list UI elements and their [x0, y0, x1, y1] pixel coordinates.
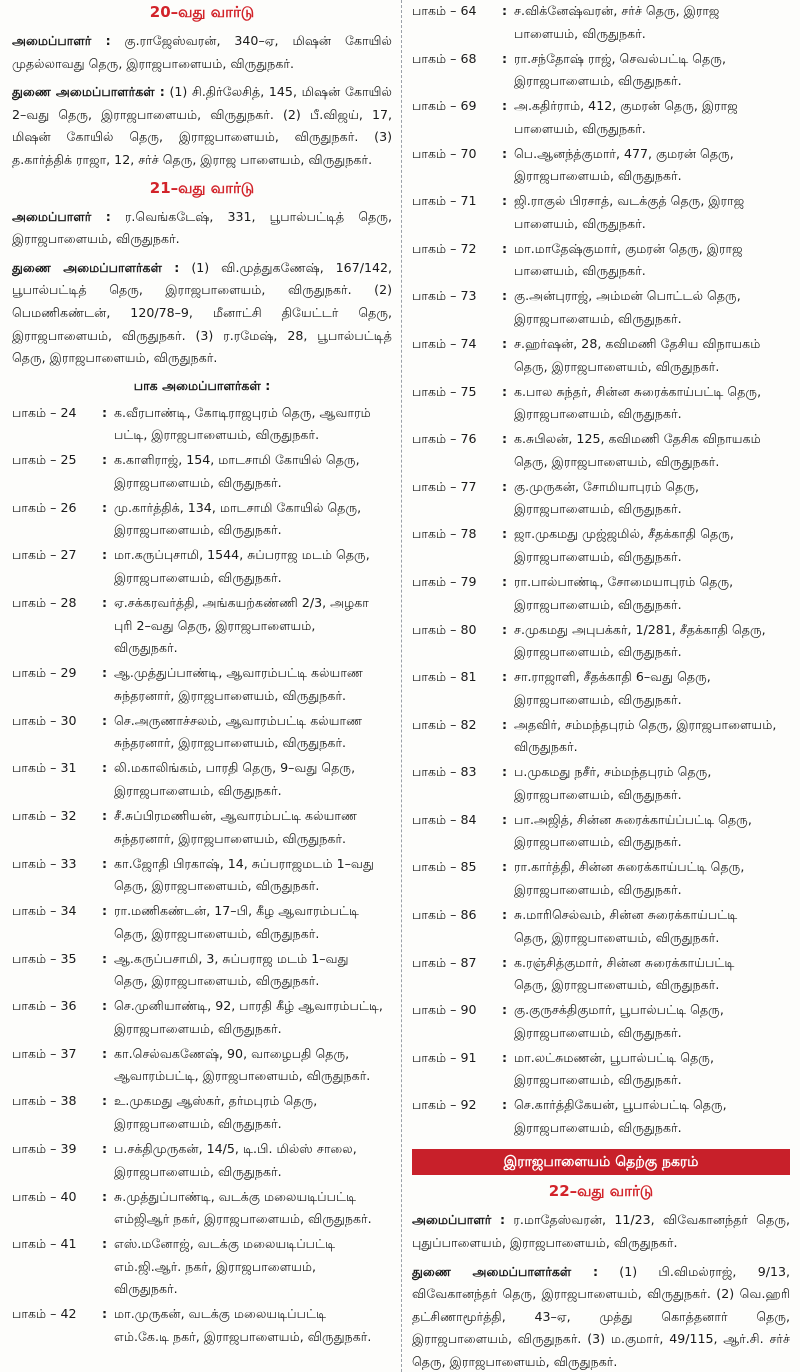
- ward-20-deputies: [12, 81, 392, 171]
- entry-text: [114, 900, 392, 945]
- entry-text: [514, 95, 790, 140]
- part-number: பாகம் – 32: [12, 807, 77, 823]
- entry-line: பட்டி, இராஜபாளையம், விருதுநகர்.: [114, 427, 320, 443]
- list-item: [12, 710, 392, 755]
- list-item: [412, 1047, 790, 1092]
- entry-line: தெரு, இராஜபாளையம், விருதுநகர்.: [114, 878, 320, 894]
- part-number: பாகம் – 27: [12, 547, 77, 563]
- list-item: [412, 523, 790, 568]
- separator-colon: :: [502, 573, 508, 589]
- list-item: [412, 666, 790, 711]
- entry-line: ரா.பால்பாண்டி, சோமையாபுரம் தெரு,: [514, 573, 734, 589]
- separator-colon: :: [502, 1002, 508, 1018]
- deputy-label: துணை அமைப்பாளர்கள் :: [12, 84, 165, 100]
- entry-line: ஆ.கருப்பசாமி, 3, சுப்பராஜ மடம் 1–வது: [114, 950, 349, 966]
- part-number: பாகம் – 34: [12, 903, 77, 919]
- list-item: [412, 48, 790, 93]
- entry-line: பாளையம், விருதுநகர்.: [514, 120, 646, 136]
- separator-colon: :: [102, 452, 108, 468]
- list-item: [412, 428, 790, 473]
- entry-text: [514, 190, 790, 235]
- separator-colon: :: [102, 547, 108, 563]
- separator-colon: :: [502, 526, 508, 542]
- organizer-label: அமைப்பாளர் :: [12, 33, 111, 48]
- entry-line: சுந்தரனார், இராஜபாளையம், விருதுநகர்.: [114, 735, 347, 751]
- entry-line: உ.முகமது ஆஸ்கர், தர்மபுரம் தெரு,: [114, 1093, 318, 1109]
- entry-line: இராஜபாளையம், விருதுநகர்.: [514, 882, 682, 897]
- entry-line: கு.குருசக்திகுமார், பூபால்பட்டி தெரு,: [514, 1002, 724, 1018]
- organizer-label: அமைப்பாளர் :: [12, 208, 111, 224]
- entry-line: க.பால சுந்தர், சின்ன சுரைக்காய்பட்டி தெரு,: [514, 383, 762, 399]
- ward-22-organizer: [412, 1209, 790, 1254]
- part-number: பாகம் – 74: [412, 336, 477, 352]
- part-number: பாகம் – 70: [412, 145, 477, 161]
- list-item: [412, 714, 790, 759]
- entry-text: [114, 1186, 392, 1231]
- entry-text: [114, 592, 392, 660]
- entry-line: ஆ.முத்துப்பாண்டி, ஆவாரம்பட்டி கல்யாண: [114, 665, 363, 681]
- entry-text: [514, 48, 790, 93]
- entry-line: அதவிர், சம்மந்தபுரம் தெரு, இராஜபாளையம்,: [514, 716, 777, 732]
- entry-line: கு.முருகன், சோமியாபுரம் தெரு,: [514, 478, 700, 494]
- entry-text: [514, 333, 790, 378]
- list-item: [412, 999, 790, 1044]
- separator-colon: :: [502, 431, 508, 447]
- separator-colon: :: [502, 1049, 508, 1065]
- list-item: [412, 856, 790, 901]
- entry-line: இராஜபாளையம், விருதுநகர்.: [514, 834, 682, 850]
- entry-line: மா.லட்சுமணன், பூபால்பட்டி தெரு,: [514, 1049, 714, 1065]
- part-number: பாகம் – 86: [412, 906, 477, 922]
- list-item: [412, 1094, 790, 1139]
- entry-line: க.காளிராஜ், 154, மாடசாமி கோயில் தெரு,: [114, 452, 360, 468]
- entry-line: க.சுபிலன், 125, கவிமணி தேசிக விநாயகம்: [514, 431, 761, 447]
- entry-text: [514, 523, 790, 568]
- entry-line: பாளையம், விருதுநகர்.: [514, 215, 646, 231]
- separator-colon: :: [102, 998, 108, 1014]
- entry-line: இராஜபாளையம், விருதுநகர்.: [514, 311, 682, 327]
- ward-21-organizer: [12, 206, 392, 251]
- list-item: [412, 476, 790, 521]
- entry-line: பாளையம், விருதுநகர்.: [514, 263, 646, 279]
- part-number: பாகம் – 25: [12, 452, 77, 468]
- ward-20-title: 20–வது வார்டு: [149, 3, 255, 21]
- separator-colon: :: [502, 336, 508, 352]
- city-banner: இராஜபாளையம் தெற்கு நகரம்: [412, 1149, 790, 1175]
- separator-colon: :: [102, 595, 108, 611]
- list-item: [12, 662, 392, 707]
- entry-line: மு.கார்த்திக், 134, மாடசாமி கோயில் தெரு,: [114, 499, 362, 515]
- separator-colon: :: [502, 383, 508, 399]
- separator-colon: :: [502, 859, 508, 875]
- separator-colon: :: [102, 807, 108, 823]
- part-number: பாகம் – 42: [12, 1306, 77, 1322]
- entry-line: ச.முகமது அபுபக்கர், 1/281, சீதக்காதி தெரு,: [514, 621, 766, 637]
- list-item: [412, 285, 790, 330]
- left-column: [12, 0, 392, 1372]
- list-item: [412, 238, 790, 283]
- entry-line: ப.சக்திமுருகன், 14/5, டி.பி. மில்ஸ் சாலை,: [114, 1140, 357, 1156]
- separator-colon: :: [102, 404, 108, 420]
- entry-text: [114, 544, 392, 589]
- part-number: பாகம் – 39: [12, 1140, 77, 1156]
- entry-text: [114, 948, 392, 993]
- separator-colon: :: [502, 621, 508, 637]
- list-item: [412, 952, 790, 997]
- entry-line: செ.முனியாண்டி, 92, பாரதி கீழ் ஆவாரம்பட்டி,: [114, 998, 383, 1014]
- separator-colon: :: [502, 145, 508, 161]
- entry-line: இராஜபாளையம், விருதுநகர்.: [114, 522, 282, 538]
- entry-line: விருதுநகர்.: [114, 1281, 178, 1297]
- ward-22-deputies: [412, 1261, 790, 1372]
- part-number: பாகம் – 92: [412, 1097, 477, 1113]
- entry-text: [114, 1303, 392, 1348]
- entry-line: பாளையம், விருதுநகர்.: [514, 25, 646, 41]
- entry-text: [514, 1047, 790, 1092]
- entry-line: சுந்தரனார், இராஜபாளையம், விருதுநகர்.: [114, 687, 347, 703]
- list-item: [12, 1138, 392, 1183]
- entry-line: ரா.சந்தோஷ் ராஜ், செவல்பட்டி தெரு,: [514, 50, 726, 66]
- part-number: பாகம் – 77: [412, 478, 477, 494]
- list-item: [412, 619, 790, 664]
- part-number: பாகம் – 80: [412, 621, 477, 637]
- entry-text: [114, 449, 392, 494]
- list-item: [12, 1233, 392, 1301]
- entry-line: க.வீரபாண்டி, கோடிராஜபுரம் தெரு, ஆவாரம்: [114, 404, 371, 420]
- entry-line: இராஜபாளையம், விருதுநகர்.: [114, 1020, 282, 1036]
- part-number: பாகம் – 79: [412, 573, 477, 589]
- part-number: பாகம் – 84: [412, 811, 477, 827]
- entry-line: விருதுநகர்.: [514, 739, 578, 755]
- ward-21-deputies: [12, 257, 392, 370]
- entry-text: [514, 285, 790, 330]
- list-item: [12, 1043, 392, 1088]
- list-item: [12, 1090, 392, 1135]
- entry-line: இராஜபாளையம், விருதுநகர்.: [514, 691, 682, 707]
- entry-line: இராஜபாளையம், விருதுநகர்.: [514, 406, 682, 422]
- deputy-text: (1) வி.முத்துகணேஷ், 167/142, பூபால்பட்டித் தெரு, இராஜபாளையம், விருதுநகர். (2) பெமணிகண்டன், 120/78–9, மீனாட்சி தியேட்டர் தெரு, இராஜபாளையம், விருதுநகர். (3) ர.ரமேஷ், 28, பூபால்பட்டித் தெரு, இராஜபாளையம், விருதுநகர்.: [12, 259, 392, 366]
- list-item: [412, 571, 790, 616]
- entry-text: [514, 666, 790, 711]
- entry-line: இராஜபாளையம், விருதுநகர்.: [114, 1163, 282, 1179]
- ward-20-organizer: [12, 30, 392, 75]
- entry-line: பெ.ஆனந்த்குமார், 477, குமரன் தெரு,: [514, 145, 734, 161]
- list-item: [12, 900, 392, 945]
- entry-text: [514, 999, 790, 1044]
- entry-line: இராஜபாளையம், விருதுநகர்.: [514, 786, 682, 802]
- separator-colon: :: [502, 3, 508, 18]
- separator-colon: :: [102, 1236, 108, 1252]
- organizer-label: அமைப்பாளர் :: [412, 1212, 506, 1228]
- separator-colon: :: [502, 193, 508, 209]
- list-item: [12, 1303, 392, 1348]
- list-item: [12, 757, 392, 802]
- entry-line: இராஜபாளையம், விருதுநகர்.: [114, 782, 282, 798]
- part-number: பாகம் – 76: [412, 431, 477, 447]
- entry-line: இராஜபாளையம், விருதுநகர்.: [514, 501, 682, 517]
- separator-colon: :: [502, 906, 508, 922]
- separator-colon: :: [502, 669, 508, 685]
- entry-line: எம்ஜிஆர் நகர், இராஜபாளையம், விருதுநகர்.: [114, 1211, 372, 1227]
- list-item: [12, 402, 392, 447]
- column-divider: [401, 0, 403, 1372]
- part-number: பாகம் – 29: [12, 665, 77, 681]
- entry-line: இராஜபாளையம், விருதுநகர்.: [114, 474, 282, 490]
- separator-colon: :: [102, 950, 108, 966]
- entry-text: [514, 809, 790, 854]
- part-number: பாகம் – 41: [12, 1236, 77, 1252]
- entry-line: ஜா.முகமது முஜ்ஜமில், சீதக்காதி தெரு,: [514, 526, 734, 542]
- entry-text: [114, 710, 392, 755]
- entry-line: தெரு, இராஜபாளையம், விருதுநகர்.: [514, 453, 720, 469]
- entry-line: புரி 2–வது தெரு, இராஜபாளையம்,: [114, 617, 316, 633]
- list-item: [412, 95, 790, 140]
- list-item: [412, 381, 790, 426]
- part-number: பாகம் – 78: [412, 526, 477, 542]
- deputy-text: (1) பி.விமல்ராஜ், 9/13, விவேகானந்தர் தெரு, இராஜபாளையம், விருதுநகர். (2) வெ.ஹரி தட்சிணாமூர்த்தி, 43–ஏ, முத்து கொத்தனார் தெரு, இராஜபாளையம், விருதுநகர். (3) ம.குமார், 49/115, ஆர்.சி. சர்ச் தெரு, இராஜபாளையம், விருதுநகர்.: [412, 1263, 790, 1370]
- entry-text: [514, 143, 790, 188]
- entry-line: மா.கருப்புசாமி, 1544, சுப்பராஜ மடம் தெரு,: [114, 547, 370, 563]
- list-item: [12, 497, 392, 542]
- part-number: பாகம் – 91: [412, 1049, 477, 1065]
- entry-line: எம்.ஜி.ஆர். நகர், இராஜபாளையம்,: [114, 1258, 317, 1274]
- entry-text: [114, 1043, 392, 1088]
- entry-line: இராஜபாளையம், விருதுநகர்.: [514, 1024, 682, 1040]
- entry-text: [114, 995, 392, 1040]
- separator-colon: :: [502, 811, 508, 827]
- entry-text: [514, 571, 790, 616]
- separator-colon: :: [102, 1045, 108, 1061]
- entry-line: செ.கார்த்திகேயன், பூபால்பட்டி தெரு,: [514, 1097, 727, 1113]
- entry-text: [114, 402, 392, 447]
- entry-line: பா.அஜித், சின்ன சுரைக்காய்ப்பட்டி தெரு,: [514, 811, 752, 827]
- entry-text: [114, 662, 392, 707]
- part-number: பாகம் – 73: [412, 288, 477, 304]
- entry-text: [514, 952, 790, 997]
- list-item: [12, 592, 392, 660]
- part-number: பாகம் – 69: [412, 98, 477, 114]
- organizer-text: கு.ராஜேஸ்வரன், 340–ஏ, மிஷன் கோயில் முதல்லாவது தெரு, இராஜபாளையம், விருதுநகர்.: [12, 33, 392, 71]
- separator-colon: :: [102, 760, 108, 776]
- entry-line: தெரு, இராஜபாளையம், விருதுநகர்.: [514, 977, 720, 993]
- entry-text: [514, 238, 790, 283]
- separator-colon: :: [102, 499, 108, 515]
- entry-line: ரா.மணிகண்டன், 17–பி, கீழ ஆவாரம்பட்டி: [114, 903, 359, 919]
- entry-line: கு.அன்புராஜ், அம்மன் பொட்டல் தெரு,: [514, 288, 741, 304]
- part-number: பாகம் – 40: [12, 1188, 77, 1204]
- entry-line: ச.ஹர்ஷன், 28, கவிமணி தேசிய விநாயகம்: [514, 336, 761, 352]
- part-number: பாகம் – 38: [12, 1093, 77, 1109]
- list-item: [12, 544, 392, 589]
- entry-text: [514, 856, 790, 901]
- entry-text: [514, 619, 790, 664]
- part-number: பாகம் – 90: [412, 1002, 477, 1018]
- entry-line: இராஜபாளையம், விருதுநகர்.: [514, 596, 682, 612]
- organizer-text: ர.வெங்கடேஷ், 331, பூபால்பட்டித் தெரு, இராஜபாளையம், விருதுநகர்.: [12, 208, 392, 247]
- separator-colon: :: [102, 903, 108, 919]
- entry-line: இராஜபாளையம், விருதுநகர்.: [114, 570, 282, 586]
- entry-line: ஏ.சக்கரவர்த்தி, அங்கயற்கண்ணி 2/3, அழகா: [114, 595, 369, 611]
- separator-colon: :: [502, 954, 508, 970]
- separator-colon: :: [502, 98, 508, 114]
- entry-line: சுந்தரனார், இராஜபாளையம், விருதுநகர்.: [114, 830, 347, 846]
- left-entry-list: [12, 402, 392, 1349]
- entry-line: ச.விக்னேஷ்வரன், சர்ச் தெரு, இராஜ: [514, 3, 720, 18]
- part-number: பாகம் – 24: [12, 404, 77, 420]
- entry-line: செ.அருணாச்சலம், ஆவாரம்பட்டி கல்யாண: [114, 712, 363, 728]
- part-number: பாகம் – 31: [12, 760, 77, 776]
- separator-colon: :: [502, 50, 508, 66]
- separator-colon: :: [502, 1097, 508, 1113]
- list-item: [412, 904, 790, 949]
- entry-text: [514, 381, 790, 426]
- entry-line: கா.செல்வகணேஷ், 90, வாழைபதி தெரு,: [114, 1045, 350, 1061]
- entry-text: [514, 476, 790, 521]
- list-item: [412, 190, 790, 235]
- list-item: [412, 333, 790, 378]
- separator-colon: :: [102, 712, 108, 728]
- deputy-text: (1) சி.திர்லேசித், 145, மிஷன் கோயில் 2–வது தெரு, இராஜபாளையம், விருதுநகர். (2) பீ.விஜய், 17, மிஷன் கோயில் தெரு, இராஜபாளையம், விருதுநகர். (3) த.கார்த்திக் ராஜா, 12, சர்ச் தெரு, இராஜ பாளையம், விருதுநகர்.: [12, 84, 392, 167]
- right-entry-list: [412, 0, 790, 1139]
- entry-line: மா.மாதேஷ்குமார், குமரன் தெரு, இராஜ: [514, 240, 743, 256]
- entry-line: இராஜபாளையம், விருதுநகர்.: [514, 73, 682, 89]
- entry-line: எம்.கே.டி நகர், இராஜபாளையம், விருதுநகர்.: [114, 1328, 372, 1344]
- list-item: [12, 853, 392, 898]
- part-number: பாகம் – 68: [412, 50, 477, 66]
- entry-line: ஆவாரம்பட்டி, இராஜபாளையம், விருதுநகர்.: [114, 1068, 371, 1084]
- entry-text: [114, 497, 392, 542]
- entry-line: இராஜபாளையம், விருதுநகர்.: [514, 644, 682, 660]
- separator-colon: :: [102, 665, 108, 681]
- part-number: பாகம் – 28: [12, 595, 77, 611]
- list-item: [12, 995, 392, 1040]
- separator-colon: :: [102, 855, 108, 871]
- part-number: பாகம் – 72: [412, 240, 477, 256]
- separator-colon: :: [102, 1306, 108, 1322]
- part-number: பாகம் – 87: [412, 954, 477, 970]
- entry-line: இராஜபாளையம், விருதுநகர்.: [514, 1119, 682, 1135]
- part-number: பாகம் – 36: [12, 998, 77, 1014]
- entry-line: இராஜபாளையம், விருதுநகர்.: [514, 1072, 682, 1088]
- entry-text: [514, 428, 790, 473]
- part-number: பாகம் – 82: [412, 716, 477, 732]
- entry-text: [514, 714, 790, 759]
- part-number: பாகம் – 37: [12, 1045, 77, 1061]
- part-number: பாகம் – 33: [12, 855, 77, 871]
- entry-line: இராஜபாளையம், விருதுநகர்.: [514, 168, 682, 184]
- part-number: பாகம் – 81: [412, 669, 477, 685]
- list-item: [412, 0, 790, 45]
- separator-colon: :: [102, 1093, 108, 1109]
- right-column: [412, 0, 790, 1372]
- part-number: பாகம் – 83: [412, 764, 477, 780]
- part-number: பாகம் – 75: [412, 383, 477, 399]
- separator-colon: :: [102, 1140, 108, 1156]
- entry-line: இராஜபாளையம், விருதுநகர்.: [514, 548, 682, 564]
- entry-line: கா.ஜோதி பிரகாஷ், 14, சுப்பராஜமடம் 1–வது: [114, 855, 374, 871]
- separator-colon: :: [502, 716, 508, 732]
- list-item: [12, 1186, 392, 1231]
- entry-line: சு.மாரிசெல்வம், சின்ன சுரைக்காய்பட்டி: [514, 906, 738, 922]
- entry-line: தெரு, இராஜபாளையம், விருதுநகர்.: [114, 973, 320, 989]
- entry-line: ரா.கார்த்தி, சின்ன சுரைக்காய்பட்டி தெரு,: [514, 859, 745, 875]
- entry-line: சு.முத்துப்பாண்டி, வடக்கு மலையடிப்பட்டி: [114, 1188, 357, 1204]
- entry-line: விருதுநகர்.: [114, 640, 178, 656]
- list-item: [12, 449, 392, 494]
- entry-line: இராஜபாளையம், விருதுநகர்.: [114, 1116, 282, 1131]
- list-item: [12, 948, 392, 993]
- part-number: பாகம் – 26: [12, 499, 77, 515]
- entry-text: [114, 1138, 392, 1183]
- entry-text: [514, 904, 790, 949]
- part-number: பாகம் – 85: [412, 859, 477, 875]
- entry-text: [514, 1094, 790, 1139]
- entry-line: க.ரஞ்சித்குமார், சின்ன சுரைக்காய்பட்டி: [514, 954, 735, 970]
- ward-21-title: 21–வது வார்டு: [149, 178, 255, 197]
- part-number: பாகம் – 35: [12, 950, 77, 966]
- part-number: பாகம் – 30: [12, 712, 77, 728]
- separator-colon: :: [102, 1188, 108, 1204]
- entry-text: [114, 1233, 392, 1301]
- entry-text: [114, 853, 392, 898]
- entry-line: தெரு, இராஜபாளையம், விருதுநகர்.: [514, 358, 720, 374]
- entry-line: ஜி.ராகுல் பிரசாத், வடக்குத் தெரு, இராஜ: [514, 193, 745, 209]
- entry-text: [114, 1090, 392, 1135]
- entry-line: தெரு, இராஜபாளையம், விருதுநகர்.: [514, 929, 720, 945]
- section-heading: பாக அமைப்பாளர்கள் :: [133, 377, 271, 393]
- separator-colon: :: [502, 240, 508, 256]
- entry-line: எஸ்.மனோஜ், வடக்கு மலையடிப்பட்டி: [114, 1236, 336, 1252]
- entry-line: அ.கதிர்ராம், 412, குமரன் தெரு, இராஜ: [514, 98, 738, 114]
- list-item: [412, 809, 790, 854]
- part-number: பாகம் – 64: [412, 3, 477, 18]
- deputy-label: துணை அமைப்பாளர்கள் :: [12, 259, 180, 275]
- entry-text: [514, 0, 790, 45]
- entry-line: ப.முகமது நசீர், சம்மந்தபுரம் தெரு,: [514, 764, 712, 780]
- entry-line: மா.முருகன், வடக்கு மலையடிப்பட்டி: [114, 1306, 327, 1322]
- entry-line: தெரு, இராஜபாளையம், விருதுநகர்.: [114, 925, 320, 941]
- entry-text: [114, 757, 392, 802]
- part-number: பாகம் – 71: [412, 193, 477, 209]
- list-item: [412, 761, 790, 806]
- ward-22-title: 22–வது வார்டு: [548, 1182, 654, 1201]
- separator-colon: :: [502, 288, 508, 304]
- organizer-text: ர.மாதேஸ்வரன், 11/23, விவேகானந்தர் தெரு, புதுப்பாளையம், இராஜபாளையம், விருதுநகர்.: [412, 1212, 790, 1251]
- entry-line: சா.ராஜாளி, சீதக்காதி 6–வது தெரு,: [514, 669, 711, 685]
- list-item: [12, 805, 392, 850]
- entry-line: சீ.சுப்பிரமணியன், ஆவாரம்பட்டி கல்யாண: [114, 807, 357, 823]
- entry-line: லி.மகாலிங்கம், பாரதி தெரு, 9–வது தெரு,: [114, 760, 356, 776]
- entry-text: [114, 805, 392, 850]
- separator-colon: :: [502, 478, 508, 494]
- list-item: [412, 143, 790, 188]
- separator-colon: :: [502, 764, 508, 780]
- deputy-label: துணை அமைப்பாளர்கள் :: [412, 1263, 598, 1279]
- entry-text: [514, 761, 790, 806]
